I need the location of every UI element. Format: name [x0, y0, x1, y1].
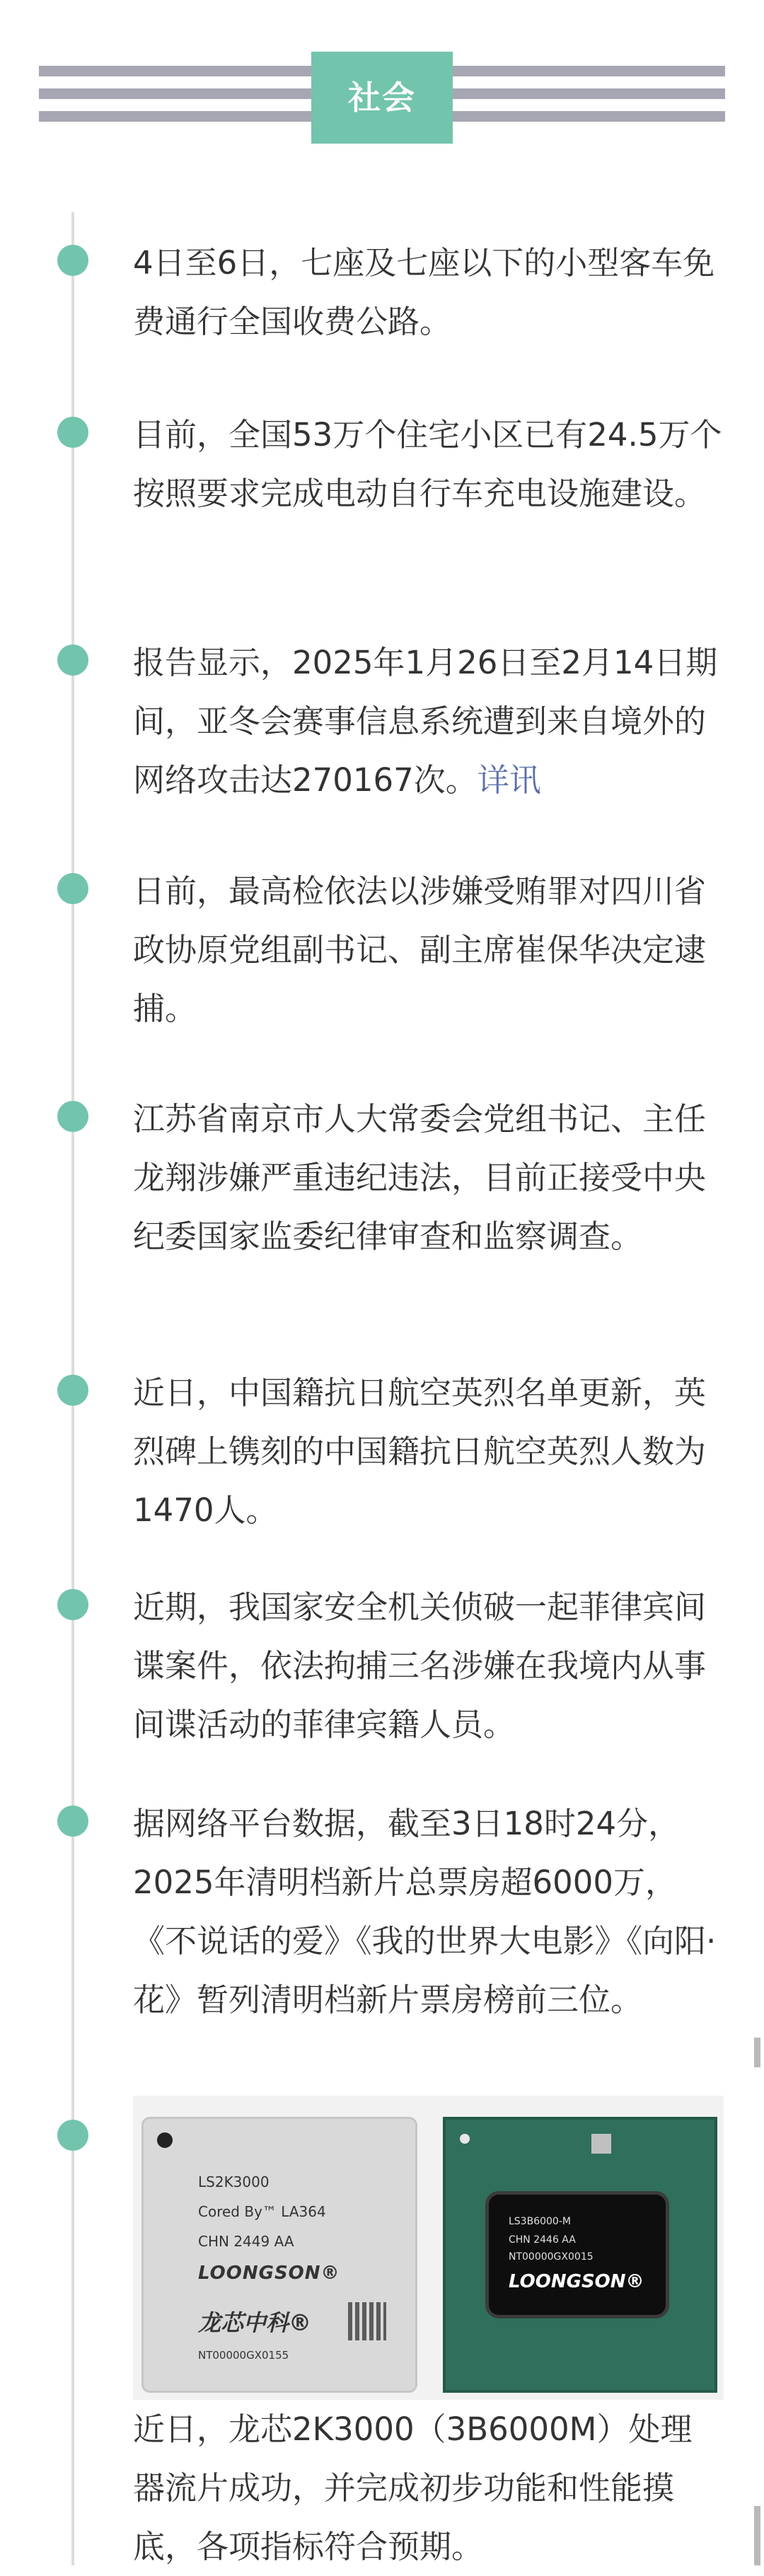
chip2-model: LS3B6000-M — [509, 2216, 571, 2227]
detail-link[interactable]: 详讯 — [477, 761, 541, 799]
timeline-dot — [57, 873, 88, 904]
news-text: 据网络平台数据，截至3日18时24分，2025年清明档新片总票房超6000万，《不说话的爱》《我的世界大电影》《向阳·花》暂列清明档新片票房榜前三位。 — [133, 1805, 717, 2018]
news-text: 江苏省南京市人大常委会党组书记、主任龙翔涉嫌严重违纪违法，目前正接受中央纪委国家监委纪律审查和监察调查。 — [133, 1100, 707, 1255]
news-text — [133, 633, 724, 809]
section-title: 社会 — [311, 52, 453, 144]
pin1-marker — [157, 2132, 173, 2148]
news-text: 近日，龙芯2K3000（3B6000M）处理器流片成功，并完成初步功能和性能摸底，各项指标符合预期。 — [133, 2410, 693, 2565]
chip1-brand-cn: 龙芯中科® — [198, 2309, 312, 2336]
pin1-marker — [460, 2134, 470, 2144]
chip2-brand: LOONGSON® — [509, 2271, 644, 2292]
news-body: 报告显示，2025年1月26日至2月14日期间，亚冬会赛事信息系统遭到来自境外的网络攻击达270167次。 — [133, 644, 718, 799]
timeline-dot — [57, 1806, 88, 1837]
chip1-serial: NT00000GX0155 — [198, 2349, 289, 2362]
qr-code-icon — [348, 2302, 386, 2340]
qr-code-icon — [591, 2134, 611, 2154]
news-text: 近日，中国籍抗日航空英烈名单更新，英烈碑上镌刻的中国籍抗日航空英烈人数为1470人。 — [133, 1374, 707, 1529]
chip2-die — [489, 2195, 666, 2315]
scroll-indicator[interactable] — [754, 2506, 760, 2565]
chip1-origin: CHN 2449 AA — [198, 2233, 294, 2250]
chip1-model: LS2K3000 — [198, 2173, 270, 2190]
timeline-dot — [57, 1375, 88, 1406]
chip-ls2k3000-image — [141, 2117, 417, 2393]
timeline-dot — [57, 245, 88, 276]
chip-photo — [133, 2096, 724, 2400]
timeline-dot — [57, 1589, 88, 1620]
timeline-dot — [57, 1101, 88, 1132]
news-text: 目前，全国53万个住宅小区已有24.5万个按照要求完成电动自行车充电设施建设。 — [133, 416, 722, 512]
chip2-serial: NT00000GX0015 — [509, 2251, 594, 2263]
chip1-core: Cored By™ LA364 — [198, 2203, 326, 2220]
news-text: 4日至6日，七座及七座以下的小型客车免费通行全国收费公路。 — [133, 244, 715, 340]
scroll-indicator[interactable] — [754, 2038, 760, 2067]
chip-ls3b6000m-image — [443, 2117, 717, 2393]
chip1-brand: LOONGSON® — [198, 2263, 340, 2284]
chip2-origin: CHN 2446 AA — [509, 2234, 576, 2246]
news-text: 日前，最高检依法以涉嫌受贿罪对四川省政协原党组副书记、副主席崔保华决定逮捕。 — [133, 872, 707, 1027]
timeline-dot — [57, 2120, 88, 2151]
news-text: 近期，我国家安全机关侦破一起菲律宾间谍案件，依法拘捕三名涉嫌在我境内从事间谍活动的菲律宾籍人员。 — [133, 1588, 707, 1743]
timeline-dot — [57, 417, 88, 448]
timeline-dot — [57, 645, 88, 676]
